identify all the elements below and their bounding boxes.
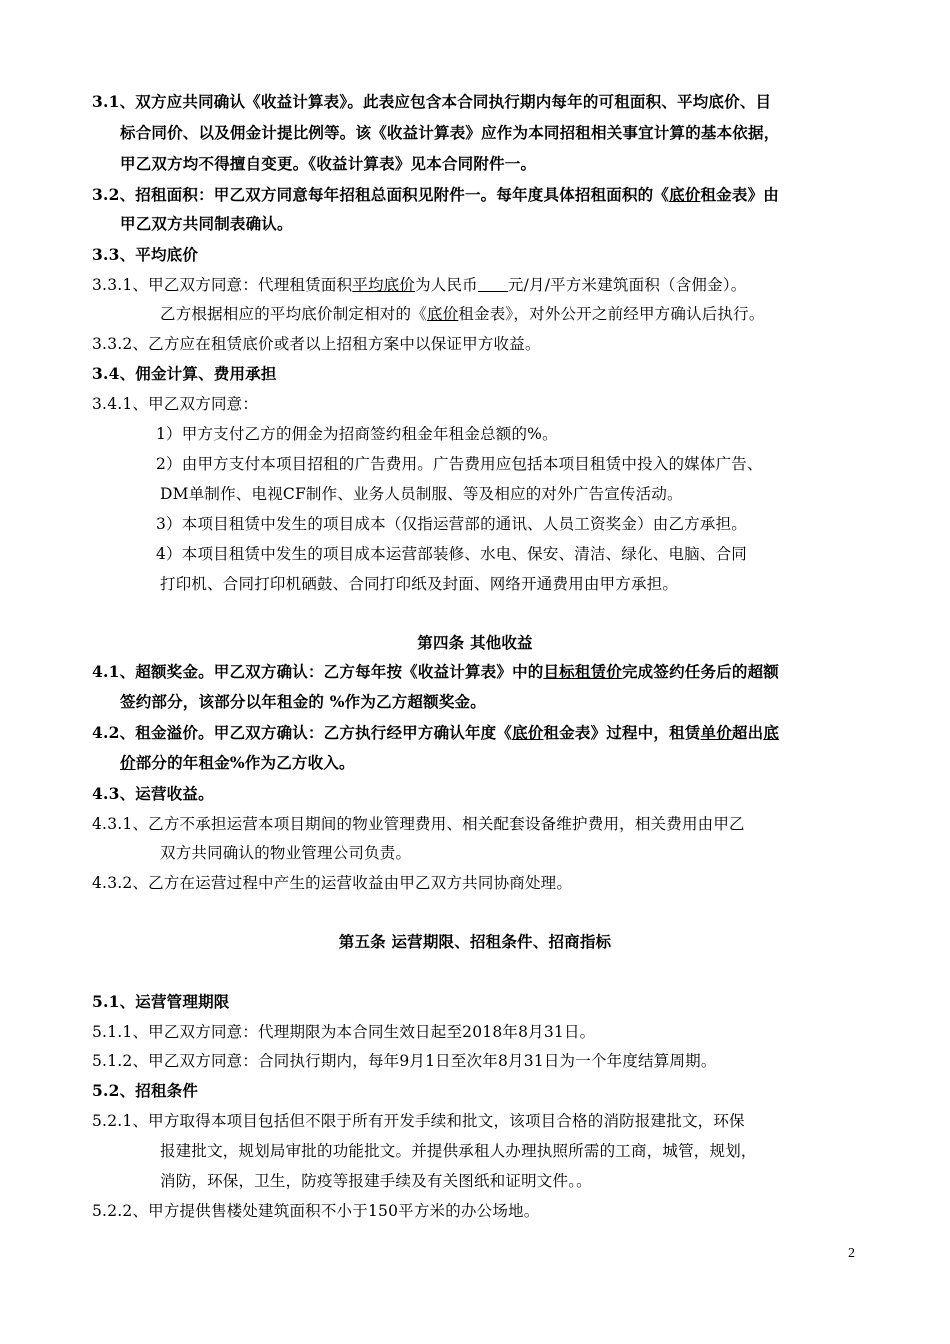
clause-3-4-heading: 3.4、佣金计算、费用承担 <box>92 364 277 383</box>
article-4-title: 第四条 其他收益 <box>417 633 533 652</box>
item-4-line-2: 打印机、合同打印机硒鼓、合同打印纸及封面、网络开通费用由甲方承担。 <box>160 575 679 593</box>
item-2-line-2: DM单制作、电视CF制作、业务人员制服、等及相应的对外广告宣传活动。 <box>160 485 683 503</box>
clause-5-1-heading: 5.1、运营管理期限 <box>92 992 230 1011</box>
clause-5-2-1-line-1: 5.2.1、甲方取得本项目包括但不限于所有开发手续和批文，该项目合格的消防报建批文，环保 <box>92 1112 745 1130</box>
underlined-text: 单价 <box>700 723 732 742</box>
clause-3-1-line-3: 甲乙双方均不得擅自变更。《收益计算表》见本合同附件一。 <box>120 154 537 173</box>
page-number: 2 <box>848 1246 855 1261</box>
clause-4-3-1-line-1: 4.3.1、乙方不承担运营本项目期间的物业管理费用、相关配套设备维护费用，相关费用由甲乙 <box>92 815 745 833</box>
item-3: 3）本项目租赁中发生的项目成本（仅指运营部的通讯、人员工资奖金）由乙方承担。 <box>156 515 747 533</box>
clause-5-2-heading: 5.2、招租条件 <box>92 1081 199 1100</box>
clause-4-1-line-2: 签约部分，该部分以年租金的 %作为乙方超额奖金。 <box>120 692 486 711</box>
text: 为人民币 <box>415 276 478 294</box>
clause-4-3-heading: 4.3、运营收益。 <box>92 784 214 803</box>
clause-5-1-2: 5.1.2、甲乙双方同意：合同执行期内，每年9月1日至次年8月31日为一个年度结算周期。 <box>92 1052 717 1070</box>
clause-5-1-1: 5.1.1、甲乙双方同意：代理期限为本合同生效日起至2018年8月31日。 <box>92 1023 596 1041</box>
article-5-title: 第五条 运营期限、招租条件、招商指标 <box>338 932 612 951</box>
clause-4-2-line-2 <box>120 752 355 774</box>
text: 完成签约任务后的超额 <box>621 662 779 681</box>
clause-4-1-line-1 <box>92 661 779 683</box>
underlined-text: 底价 <box>426 305 459 323</box>
clause-3-3-1-line-2 <box>160 303 765 325</box>
text: 租金表》过程中，租赁 <box>543 723 701 742</box>
text: 乙方根据相应的平均底价制定相对的《 <box>160 305 427 323</box>
text: 3.3.1、甲乙双方同意：代理租赁面积 <box>92 276 353 294</box>
text: 4.2、租金溢价。甲乙双方确认：乙方执行经甲方确认年度《 <box>92 723 513 742</box>
clause-5-2-2: 5.2.2、甲方提供售楼处建筑面积不小于150平方米的办公场地。 <box>92 1202 540 1220</box>
clause-3-4-1: 3.4.1、甲乙双方同意： <box>92 395 259 413</box>
text: 元/月/平方米建筑面积（含佣金）。 <box>507 276 747 294</box>
text: 部分的年租金%作为乙方收入。 <box>135 753 355 772</box>
clause-3-2-line-1 <box>92 184 779 206</box>
underlined-text: 底价 <box>669 185 701 204</box>
item-2-line-1: 2）由甲方支付本项目招租的广告费用。广告费用应包括本项目租赁中投入的媒体广告、 <box>156 455 763 473</box>
item-1: 1）甲方支付乙方的佣金为招商签约租金年租金总额的%。 <box>156 425 558 443</box>
underlined-text: 价 <box>120 753 136 772</box>
clause-3-1-line-2: 标合同价、以及佣金计提比例等。该《收益计算表》应作为本同招租相关事宜计算的基本依据， <box>120 123 780 142</box>
clause-5-2-1-line-3: 消防，环保，卫生，防疫等报建手续及有关图纸和证明文件。。 <box>160 1172 592 1190</box>
text: 超出 <box>731 723 764 742</box>
underlined-text: 平均底价 <box>352 276 416 294</box>
clause-4-2-line-1 <box>92 722 779 744</box>
clause-3-3-1-line-1 <box>92 274 746 296</box>
blank-field <box>478 277 508 292</box>
text: 租金表》，对外公开之前经甲方确认后执行。 <box>458 305 765 323</box>
clause-3-2-line-2: 甲乙双方共同制表确认。 <box>120 214 293 233</box>
text: 3.2、招租面积：甲乙双方同意每年招租总面积见附件一。每年度具体招租面积的《 <box>92 185 670 204</box>
clause-3-3-heading: 3.3、平均底价 <box>92 245 199 264</box>
underlined-text: 目标租赁价 <box>543 662 622 681</box>
clause-3-3-2: 3.3.2、乙方应在租赁底价或者以上招租方案中以保证甲方收益。 <box>92 335 541 353</box>
clause-3-1-line-1: 3.1、双方应共同确认《收益计算表》。此表应包含本合同执行期内每年的可租面积、平均底价、目 <box>92 92 772 111</box>
item-4-line-1: 4）本项目租赁中发生的项目成本运营部装修、水电、保安、清洁、绿化、电脑、合同 <box>156 545 747 563</box>
text: 租金表》由 <box>700 185 779 204</box>
underlined-text: 底 <box>763 723 780 742</box>
clause-4-3-2: 4.3.2、乙方在运营过程中产生的运营收益由甲乙双方共同协商处理。 <box>92 874 573 892</box>
text: 4.1、超额奖金。甲乙双方确认：乙方每年按《收益计算表》中的 <box>92 662 544 681</box>
clause-5-2-1-line-2: 报建批文，规划局审批的功能批文。并提供承租人办理执照所需的工商，城管，规划， <box>160 1142 757 1160</box>
underlined-text: 底价 <box>512 723 544 742</box>
clause-4-3-1-line-2: 双方共同确认的物业管理公司负责。 <box>160 844 412 862</box>
